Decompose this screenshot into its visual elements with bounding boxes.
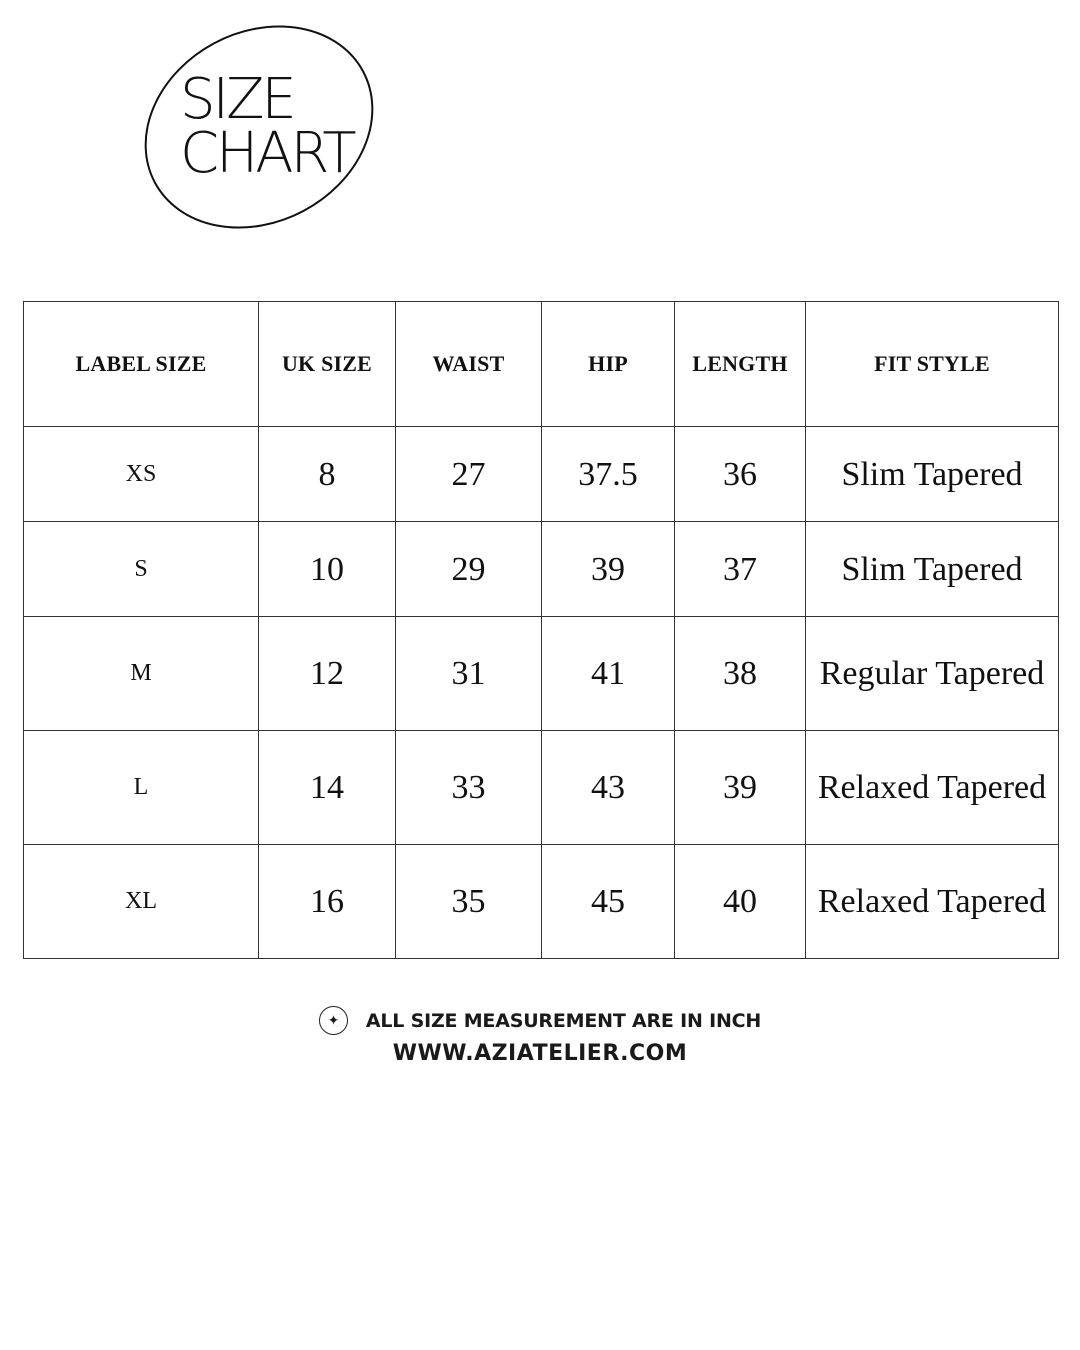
hip-cell: 37.5: [542, 427, 675, 522]
column-header-uk-size: UK SIZE: [259, 302, 396, 427]
table-header-row: [24, 302, 1059, 427]
uk-size-cell: 14: [259, 731, 396, 845]
logo-line-chart: CHART: [180, 121, 354, 186]
fit-style-cell: Relaxed Tapered: [806, 845, 1059, 959]
waist-cell: 31: [396, 617, 542, 731]
label-size-cell: XS: [24, 427, 259, 522]
measurement-note: [319, 1006, 761, 1035]
measurement-note-text: ALL SIZE MEASUREMENT ARE IN INCH: [365, 1009, 762, 1032]
label-size-cell: XL: [24, 845, 259, 959]
hip-cell: 45: [542, 845, 675, 959]
label-size-cell: S: [24, 522, 259, 617]
size-table: [23, 301, 1059, 959]
waist-cell: 27: [396, 427, 542, 522]
length-cell: 39: [675, 731, 806, 845]
column-header-hip: HIP: [542, 302, 675, 427]
uk-size-cell: 8: [259, 427, 396, 522]
length-cell: 36: [675, 427, 806, 522]
length-cell: 37: [675, 522, 806, 617]
sparkle-icon: ✦: [319, 1006, 348, 1035]
label-size-cell: L: [24, 731, 259, 845]
website-url: WWW.AZIATELIER.COM: [392, 1041, 688, 1066]
column-header-length: LENGTH: [675, 302, 806, 427]
column-header-waist: WAIST: [396, 302, 542, 427]
uk-size-cell: 12: [259, 617, 396, 731]
length-cell: 40: [675, 845, 806, 959]
table-row: [24, 617, 1059, 731]
fit-style-cell: Regular Tapered: [806, 617, 1059, 731]
table-row: [24, 427, 1059, 522]
table-row: [24, 522, 1059, 617]
hip-cell: 43: [542, 731, 675, 845]
table-row: [24, 845, 1059, 959]
label-size-cell: M: [24, 617, 259, 731]
column-header-label-size: LABEL SIZE: [24, 302, 259, 427]
waist-cell: 33: [396, 731, 542, 845]
waist-cell: 35: [396, 845, 542, 959]
size-chart-logo: [138, 24, 380, 230]
footer: [0, 1006, 1080, 1066]
waist-cell: 29: [396, 522, 542, 617]
table-row: [24, 731, 1059, 845]
length-cell: 38: [675, 617, 806, 731]
uk-size-cell: 16: [259, 845, 396, 959]
uk-size-cell: 10: [259, 522, 396, 617]
fit-style-cell: Slim Tapered: [806, 427, 1059, 522]
hip-cell: 39: [542, 522, 675, 617]
hip-cell: 41: [542, 617, 675, 731]
fit-style-cell: Relaxed Tapered: [806, 731, 1059, 845]
fit-style-cell: Slim Tapered: [806, 522, 1059, 617]
column-header-fit-style: FIT STYLE: [806, 302, 1059, 427]
logo-line-size: SIZE: [180, 67, 294, 132]
